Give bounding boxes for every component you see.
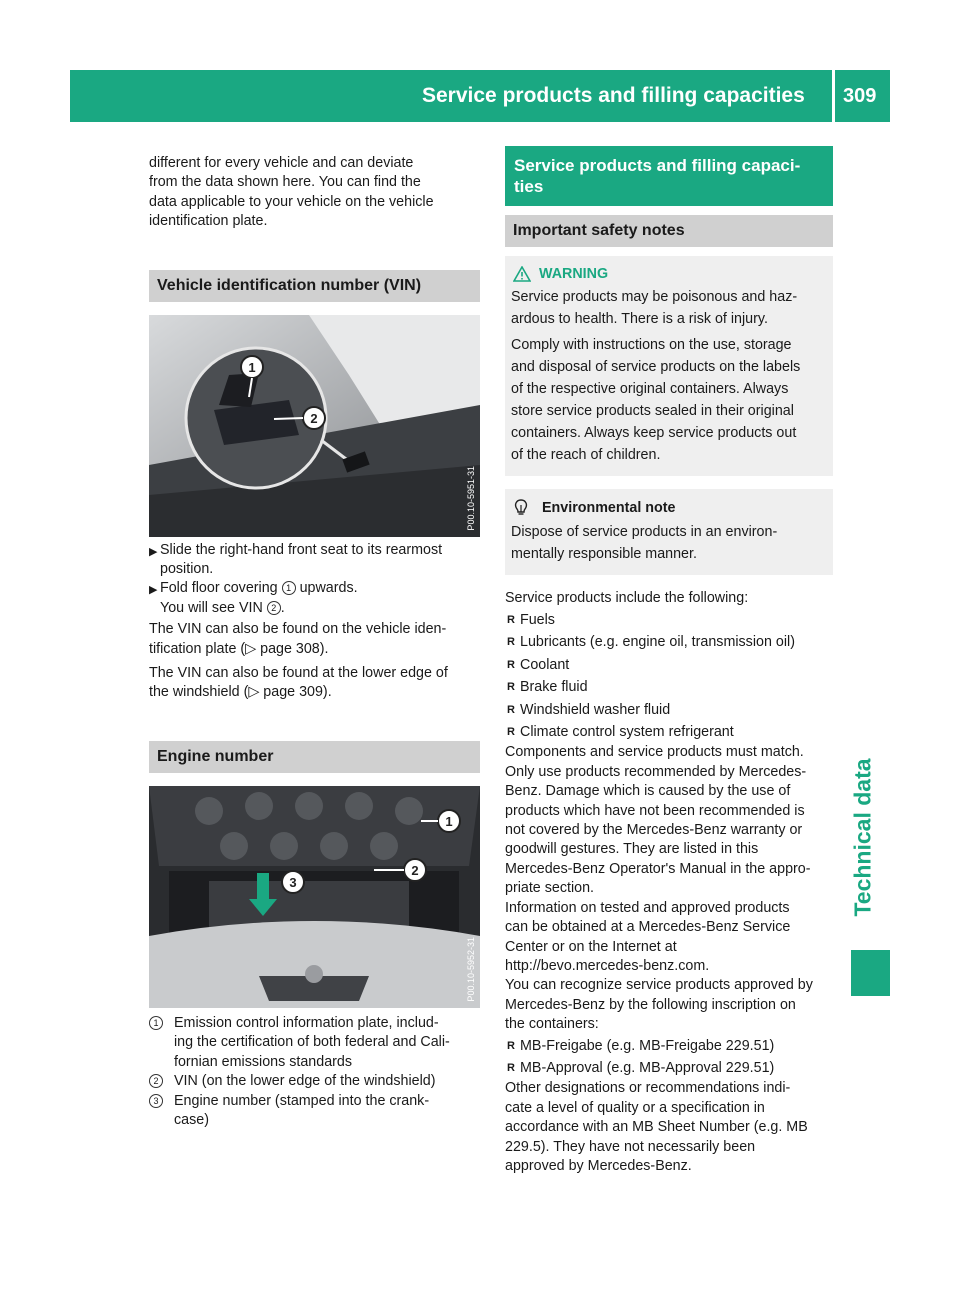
legend-item-3 [149,1092,480,1131]
warning-line: containers. Always keep service products out [511,425,797,441]
list-item-text: Windshield washer fluid [520,701,671,718]
step-text: Fold floor covering [160,580,278,597]
paragraph-recognize [505,976,833,1034]
bullet-r-icon: R [507,726,515,739]
right-column [505,146,833,1176]
list-item [505,676,833,698]
body-line: The VIN can also be found on the vehicle iden- [149,621,447,638]
svg-text:1: 1 [445,813,453,829]
body-line: cate a level of quality or a specification in [505,1099,765,1116]
callout-1-icon: 1 [282,581,296,595]
list-item [505,699,833,721]
warning-line: of the respective original containers. Always [511,381,789,397]
approval-list [505,1035,833,1080]
section-heading-line: ties [514,177,544,196]
section-heading-line: Service products and filling capaci- [514,156,801,175]
body-line: You can recognize service products approved by [505,977,813,994]
intro-line: data applicable to your vehicle on the vehicle [149,193,434,210]
callout-1-icon: 1 [149,1016,163,1030]
svg-text:2: 2 [310,410,318,426]
warning-title-row [511,266,827,282]
bullet-r-icon: R [507,614,515,626]
section-heading [505,146,833,206]
body-line: Only use products recommended by Mercedes- [505,763,807,780]
body-line: products which have not been recommended is [505,802,805,819]
safety-heading: Important safety notes [505,215,833,247]
intro-line: identification plate. [149,213,268,230]
warning-line: Service products may be poisonous and haz- [511,289,798,305]
list-item [505,721,833,743]
list-item-text: Lubricants (e.g. engine oil, transmission oil) [520,634,795,651]
intro-line: different for every vehicle and can deviate [149,155,414,171]
sidebar-marker [851,950,890,996]
step-text: You will see VIN [160,599,263,616]
intro-line: from the data shown here. You can find the [149,174,421,191]
legend-text: ing the certification of both federal and Cali- [174,1034,450,1051]
page-header [70,70,890,122]
page-reference-link[interactable]: tification plate (▷ page 308). [149,640,329,657]
body-line: not covered by the Mercedes-Benz warranty or [505,822,803,839]
svg-text:2: 2 [411,862,419,878]
env-title: Environmental note [542,500,676,516]
warning-box [505,256,833,476]
left-column [149,154,480,1130]
list-item [505,609,833,631]
body-line: The VIN can also be found at the lower edge of [149,665,448,682]
legend-text: Engine number (stamped into the crank- [174,1092,430,1109]
step-text: . [280,599,285,616]
photo-code: P00.10-5951-31 [466,466,476,531]
vin-photo [149,315,480,537]
env-line: Dispose of service products in an environ- [511,524,778,540]
legend-item-2 [149,1072,480,1091]
list-item-text: MB-Freigabe (e.g. MB-Freigabe 229.51) [520,1037,775,1054]
triangle-right-icon: ▶ [149,545,158,558]
engine-photo-illustration [149,786,480,1008]
legend-item-1 [149,1014,480,1072]
warning-title: WARNING [539,266,609,282]
vin-steps [149,541,480,619]
bullet-r-icon: R [507,636,515,649]
header-separator [832,70,835,122]
svg-text:1: 1 [248,359,256,375]
vin-paragraph-1 [149,620,480,659]
bullet-r-icon: R [507,1039,515,1052]
intro-text [149,154,480,232]
url-link[interactable]: http://bevo.mercedes-benz.com. [505,957,710,974]
env-title-row [511,499,827,517]
legend-text: VIN (on the lower edge of the windshield) [174,1073,436,1090]
bullet-r-icon: R [507,681,515,694]
step-text: position. [160,561,214,578]
list-item-text: Fuels [520,612,555,628]
warning-line: ardous to health. There is a risk of injury. [511,311,768,327]
body-line: Benz. Damage which is caused by the use of [505,783,791,800]
vin-photo-illustration [149,315,480,537]
paragraph-information [505,899,833,977]
include-list [505,609,833,743]
svg-text:3: 3 [289,874,297,890]
body-line: Center or on the Internet at [505,938,677,955]
sidebar-tab [843,731,883,951]
header-title: Service products and filling capacities [422,84,805,107]
legend-text: case) [174,1111,209,1128]
callout-3-icon: 3 [149,1094,163,1108]
warning-triangle-icon [513,266,531,282]
body-line: 229.5). They have not necessarily been [505,1138,756,1155]
body-line: can be obtained at a Mercedes-Benz Service [505,919,791,936]
engine-heading: Engine number [149,741,480,773]
warning-line: of the reach of children. [511,447,661,463]
photo-code: P00.10-5952-31 [466,937,476,1002]
body-line: priate section. [505,880,595,897]
legend-text: fornian emissions standards [174,1053,353,1070]
body-line: the containers: [505,1016,599,1033]
list-item-text: Coolant [520,656,570,673]
page-reference-link[interactable]: the windshield (▷ page 309). [149,684,332,701]
bullet-r-icon: R [507,1061,515,1074]
engine-legend [149,1014,480,1130]
engine-photo [149,786,480,1008]
list-item-text: Brake fluid [520,679,588,696]
env-line: mentally responsible manner. [511,546,697,562]
triangle-right-icon: ▶ [149,584,158,597]
warning-line: Comply with instructions on the use, storage [511,337,792,353]
body-line: Mercedes-Benz Operator's Manual in the appro- [505,860,811,877]
step-text: upwards. [299,580,358,597]
body-line: Mercedes-Benz by the following inscription on [505,996,796,1013]
step-text: Slide the right-hand front seat to its rearmost [160,541,443,558]
warning-text [511,286,827,466]
sidebar-label: Technical data [849,758,876,917]
warning-line: and disposal of service products on the labels [511,359,801,375]
list-item-text: Climate control system refrigerant [520,724,734,741]
warning-line: store service products sealed in their original [511,403,794,419]
paragraph-components [505,743,833,898]
list-item [505,654,833,676]
vin-paragraph-2 [149,664,480,703]
body-line: accordance with an MB Sheet Number (e.g. MB [505,1119,808,1136]
step-1 [149,541,480,580]
vin-heading: Vehicle identification number (VIN) [149,270,480,302]
include-intro: Service products include the following: [505,590,749,606]
paragraph-other [505,1079,833,1176]
body-line: goodwill gestures. They are listed in this [505,841,759,858]
body-line: Other designations or recommendations indi- [505,1080,791,1097]
body-line: Information on tested and approved products [505,899,790,916]
step-2 [149,579,480,618]
list-item [505,1057,833,1079]
body-line: Components and service products must match. [505,744,804,761]
light-bulb-icon [513,499,529,517]
environmental-note-box [505,489,833,575]
page-number: 309 [843,85,877,107]
list-item [505,1035,833,1057]
callout-2-icon: 2 [267,601,281,615]
legend-text: Emission control information plate, includ- [174,1014,439,1031]
bullet-r-icon: R [507,658,515,671]
list-item [505,631,833,653]
callout-2-icon: 2 [149,1074,163,1088]
body-line: approved by Mercedes-Benz. [505,1157,692,1174]
bullet-r-icon: R [507,703,515,716]
list-item-text: MB-Approval (e.g. MB-Approval 229.51) [520,1059,775,1076]
